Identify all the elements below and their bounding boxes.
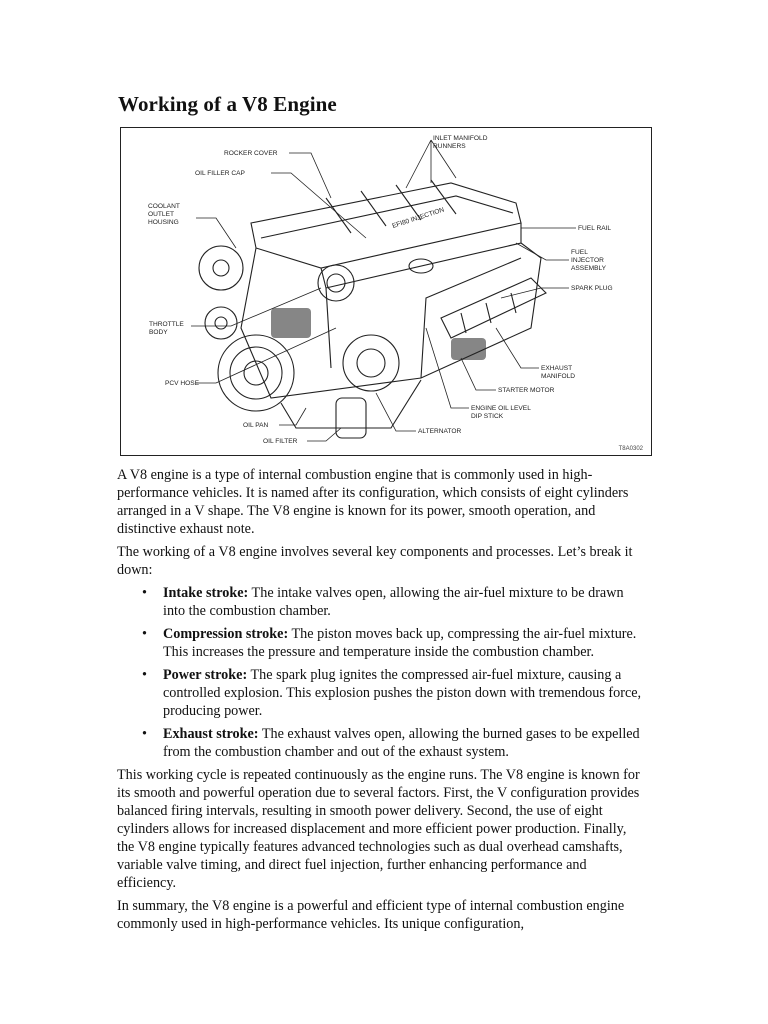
label-fuel-rail: FUEL RAIL — [578, 225, 612, 232]
label-oil-pan: OIL PAN — [243, 422, 269, 429]
step-text: The piston moves back up, compressing the air-fuel mixture. This increases the pressure and temperature inside the combustion chamber. — [163, 626, 637, 660]
stroke-list — [117, 584, 647, 761]
step-text: The spark plug ignites the compressed air-fuel mixture, causing a controlled explosion. This explosion pushes the piston down with tremendous force, producing power. — [163, 667, 642, 719]
step-term: Compression stroke: — [163, 626, 289, 642]
label-spark-plug: SPARK PLUG — [571, 285, 613, 292]
list-item — [142, 666, 647, 720]
leader-lines — [191, 140, 576, 441]
label-fuel-injector-assembly: FUEL INJECTOR ASSEMBLY — [571, 249, 607, 272]
article-body — [117, 466, 647, 938]
engine-diagram — [120, 127, 652, 456]
label-oil-filler-cap: OIL FILLER CAP — [195, 170, 245, 177]
lead-paragraph: The working of a V8 engine involves several key components and processes. Let’s break it down: — [117, 544, 633, 578]
label-inlet-manifold-runners: INLET MANIFOLD RUNNERS — [433, 135, 488, 150]
page-title: Working of a V8 Engine — [118, 92, 337, 116]
figure-id: T8A0302 — [618, 446, 643, 452]
engine-illustration — [121, 128, 651, 455]
label-alternator: ALTERNATOR — [418, 428, 462, 435]
list-item — [142, 584, 647, 620]
bullet-icon: • — [142, 585, 147, 601]
summary-paragraph: In summary, the V8 engine is a powerful and efficient type of internal combustion engine commonly used in high-performance vehicles. Its unique configuration, — [117, 898, 625, 932]
label-engine-oil-level-dip-stick: ENGINE OIL LEVEL DIP STICK — [471, 405, 531, 420]
engine-cover-text: EFI80 INJECTION — [391, 206, 446, 230]
step-term: Power stroke: — [163, 667, 248, 683]
step-text: The intake valves open, allowing the air-fuel mixture to be drawn into the combustion chamber. — [163, 585, 624, 619]
bullet-icon: • — [142, 626, 147, 642]
label-rocker-cover: ROCKER COVER — [224, 150, 278, 157]
label-pcv-hose: PCV HOSE — [165, 380, 200, 387]
step-term: Exhaust stroke: — [163, 726, 259, 742]
step-term: Intake stroke: — [163, 585, 249, 601]
intro-paragraph: A V8 engine is a type of internal combustion engine that is commonly used in high-performance vehicles. It is named after its configuration, which consists of eight cylinders arranged in a V shape. The V8 engine is known for its power, smooth operation, and distinctive exhaust note. — [117, 467, 629, 537]
step-text: The exhaust valves open, allowing the burned gases to be expelled from the combustion chamber and out of the exhaust system. — [163, 726, 640, 760]
list-item — [142, 725, 647, 761]
label-throttle-body: THROTTLE BODY — [149, 321, 184, 336]
bullet-icon: • — [142, 667, 147, 683]
bullet-icon: • — [142, 726, 147, 742]
list-item — [142, 625, 647, 661]
label-coolant-outlet-housing: COOLANT OUTLET HOUSING — [148, 203, 180, 226]
engine-drawing — [199, 180, 546, 438]
label-starter-motor: STARTER MOTOR — [498, 387, 555, 394]
label-oil-filter: OIL FILTER — [263, 438, 298, 445]
cycle-paragraph: This working cycle is repeated continuously as the engine runs. The V8 engine is known for its smooth and powerful operation due to several factors. First, the V configuration provides balanced firing intervals, resulting in smooth power delivery. Second, the use of eight cylinders allows for increased displacement and more efficient power production. Finally, the V8 engine typically features advanced technologies such as dual overhead camshafts, variable valve timing, and direct fuel injection, further enhancing performance and efficiency. — [117, 767, 640, 891]
label-exhaust-manifold: EXHAUST MANIFOLD — [541, 365, 576, 380]
engine-shading — [271, 308, 486, 360]
